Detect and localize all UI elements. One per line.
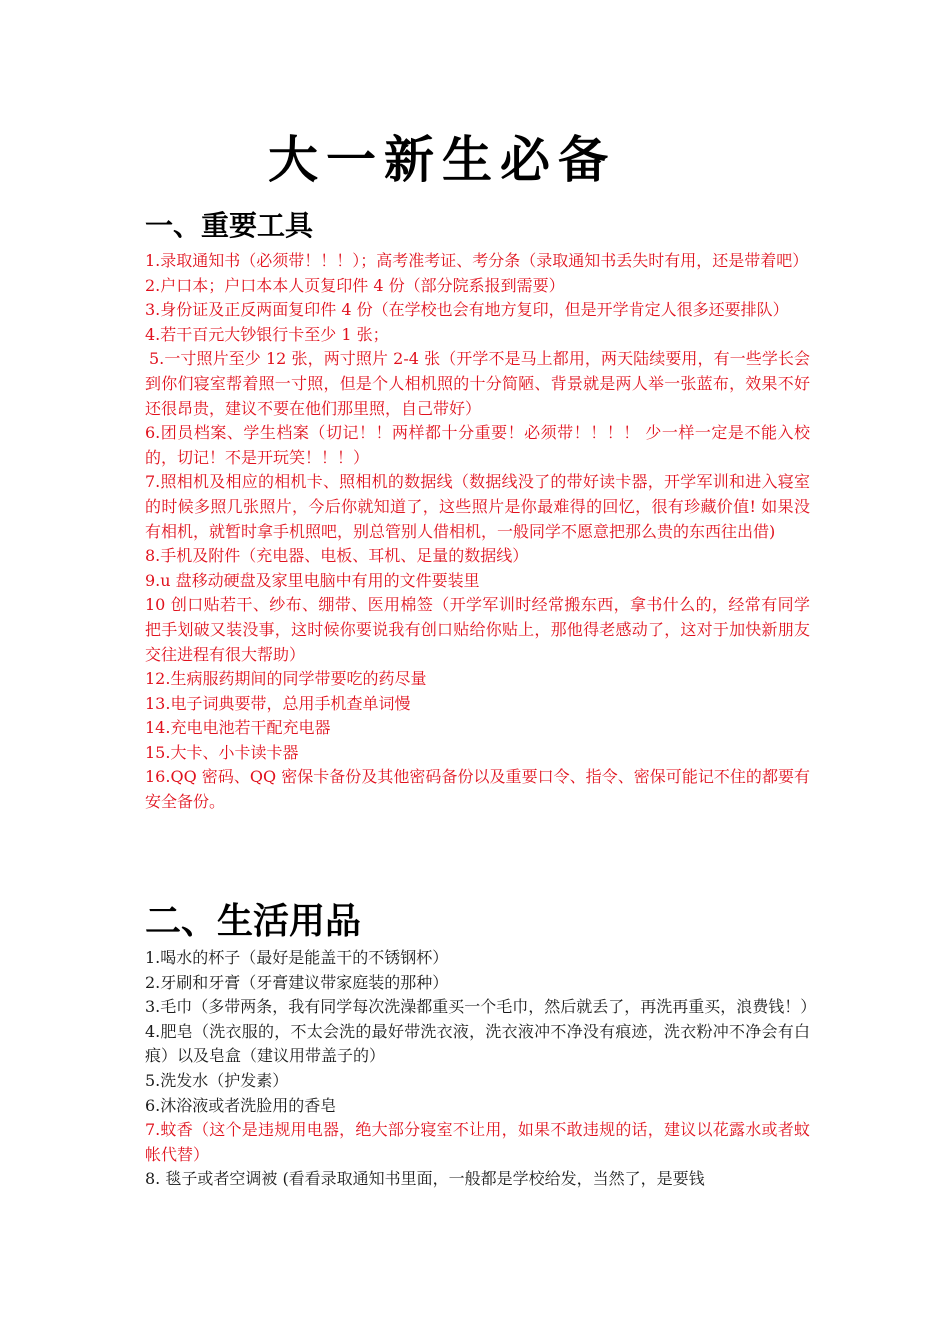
list-item: 4.若干百元大钞银行卡至少 1 张； (145, 324, 389, 344)
list-item: 8.手机及附件（充电器、电板、耳机、足量的数据线） (145, 546, 529, 566)
daily-necessities-list (145, 946, 817, 1192)
list-item: 2.户口本；户口本本人页复印件 4 份（部分院系报到需要） (145, 275, 565, 295)
list-item: 5.洗发水（护发素） (145, 1070, 289, 1090)
list-item: 7.蚊香（这个是违规用电器，绝大部分寝室不让用，如果不敢违规的话，建议以花露水或者蚊帐代替） (145, 1120, 810, 1164)
list-item: 8. 毯子或者空调被 (看看录取通知书里面，一般都是学校给发，当然了，是要钱 (145, 1169, 705, 1189)
list-item: 3.毛巾（多带两条，我有同学每次洗澡都重买一个毛巾，然后就丢了，再洗再重买，浪费钱！） (145, 997, 817, 1017)
list-item: 2.牙刷和牙膏（牙膏建议带家庭装的那种） (145, 972, 449, 992)
list-item: 16.QQ 密码、QQ 密保卡备份及其他密码备份以及重要口令、指令、密保可能记不住的都要有安全备份。 (145, 767, 810, 812)
list-item: 12.生病服药期间的同学带要吃的药尽量 (145, 669, 427, 689)
section-heading-daily-necessities: 二、生活用品 (145, 901, 362, 942)
important-tools-list (145, 249, 810, 815)
list-item: 15.大卡、小卡读卡器 (145, 742, 299, 762)
list-item: 9.u 盘移动硬盘及家里电脑中有用的文件要装里 (145, 570, 480, 590)
list-item: 7.照相机及相应的相机卡、照相机的数据线（数据线没了的带好读卡器，开学军训和进入寝室的时候多照几张照片，今后你就知道了，这些照片是你最难得的回忆，很有珍藏价值! 如果没有相机，就暂时拿手机照吧，别总管别人借相机，一般同学不愿意把那么贵的东西往出借) (145, 472, 810, 541)
section-heading-important-tools: 一、重要工具 (145, 209, 314, 242)
list-item: 3.身份证及正反两面复印件 4 份（在学校也会有地方复印，但是开学肯定人很多还要排队） (145, 300, 789, 320)
list-item: 1.喝水的杯子（最好是能盖干的不锈钢杯） (145, 948, 449, 967)
list-item: 13.电子词典要带，总用手机查单词慢 (145, 693, 411, 713)
list-item: 6.团员档案、学生档案（切记！！两样都十分重要！必须带！！！！ 少一样一定是不能入校的，切记！不是开玩笑！！！） (145, 423, 810, 467)
list-item: 4.肥皂（洗衣服的，不太会洗的最好带洗衣液，洗衣液冲不净没有痕迹，洗衣粉冲不净会有白痕）以及皂盒（建议用带盖子的） (145, 1021, 810, 1066)
list-item: 14.充电电池若干配充电器 (145, 718, 331, 738)
document-title: 大一新生必备 (268, 131, 616, 189)
list-item: 6.沐浴液或者洗脸用的香皂 (145, 1095, 337, 1115)
list-item: 1.录取通知书（必须带！！！）；高考准考证、考分条（录取通知书丢失时有用，还是带着吧） (145, 251, 809, 270)
list-item: 10 创口贴若干、纱布、绷带、医用棉签（开学军训时经常搬东西，拿书什么的，经常有同学把手划破又装没事，这时候你要说我有创口贴给你贴上，那他得老感动了，这对于加快新朋友交往进程有很大帮助） (145, 595, 810, 664)
list-item: 5.一寸照片至少 12 张，两寸照片 2-4 张（开学不是马上都用，两天陆续要用，有一些学长会到你们寝室帮着照一寸照，但是个人相机照的十分简陋、背景就是两人举一张蓝布，效果不好还很昂贵，建议不要在他们那里照，自己带好） (145, 349, 810, 418)
